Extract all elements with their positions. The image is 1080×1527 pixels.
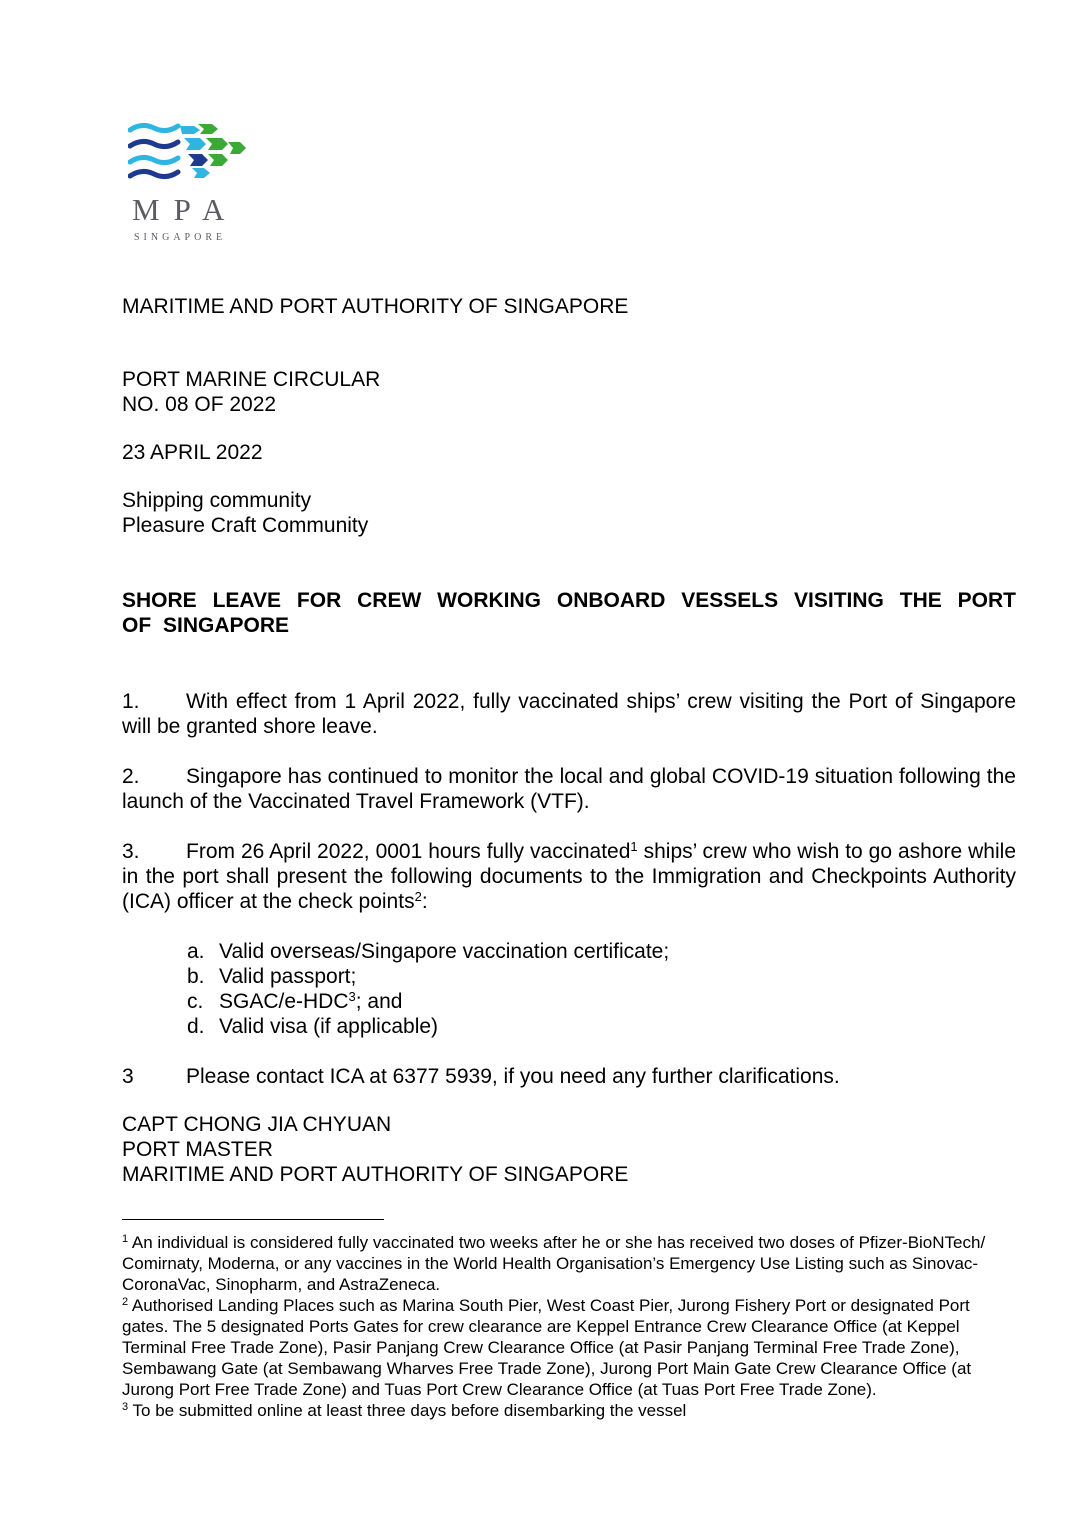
logo-name: MPA [132,192,239,227]
footnote-mark: 2 [122,1296,129,1308]
footnote-mark: 1 [122,1233,129,1245]
footnote-text: An individual is considered fully vaccinated two weeks after he or she has received two doses of Pfizer-BioNTech/ Comirnaty, Moderna, or any vaccines in the World Health Organisation’s Emergency Use Listing such as Sinovac-CoronaVac, Sinopharm, and AstraZeneca. [122,1233,986,1294]
list-text: SGAC/e-HDC [219,990,349,1013]
paragraph-number: 3 [122,1065,134,1088]
footnote-2 [122,1295,1002,1400]
paragraph-4 [122,1064,1016,1089]
paragraph-3 [122,839,1016,914]
list-item [187,989,669,1014]
list-text: Valid overseas/Singapore vaccination certificate; [219,940,670,963]
list-letter: a. [187,940,205,963]
paragraph-number: 3. [122,840,140,863]
footnote-ref-3[interactable]: 3 [348,989,356,1004]
paragraph-text: : [421,890,428,913]
paragraph-number: 2. [122,765,140,788]
paragraph-number: 1. [122,690,140,713]
list-letter: d. [187,1015,205,1038]
mpa-logo [128,120,253,245]
circular-number: NO. 08 OF 2022 [122,393,277,416]
paragraph-text: From 26 April 2022, 0001 hours fully vaccinated [186,840,631,863]
paragraph-text: Singapore has continued to monitor the local and global COVID-19 situation following the launch of the Vaccinated Travel Framework (VTF). [122,765,1016,813]
authority-name: MARITIME AND PORT AUTHORITY OF SINGAPORE [122,295,629,318]
logo-subtitle: SINGAPORE [134,232,227,243]
signatory-organisation: MARITIME AND PORT AUTHORITY OF SINGAPORE [122,1163,629,1186]
list-item [187,939,669,964]
list-text-after: ; and [355,990,403,1013]
paragraph-1 [122,689,1016,739]
circular-date: 23 APRIL 2022 [122,441,263,464]
paragraph-text: ships’ crew who wish to go ashore while in the port shall present the following documents to the Immigration and Checkpoints Authority (ICA) officer at the check points [122,840,1016,913]
footnote-1 [122,1232,1002,1295]
list-text: Valid passport; [219,965,357,988]
signatory-role: PORT MASTER [122,1138,273,1161]
list-item [187,964,669,989]
paragraph-text: With effect from 1 April 2022, fully vaccinated ships’ crew visiting the Port of Singapore will be granted shore leave. [122,690,1016,738]
footnotes [122,1232,1002,1421]
addressee: Pleasure Craft Community [122,514,369,537]
footnote-ref-1[interactable]: 1 [630,839,638,854]
list-letter: b. [187,965,205,988]
footnote-mark: 3 [122,1401,129,1413]
list-item [187,1014,669,1039]
signatory-name: CAPT CHONG JIA CHYUAN [122,1113,392,1136]
footnote-text: To be submitted online at least three days before disembarking the vessel [128,1401,687,1420]
circular-title: SHORE LEAVE FOR CREW WORKING ONBOARD VESSELS VISITING THE PORT OF SINGAPORE [122,589,1016,637]
mpa-wave-emblem-icon [128,120,253,182]
list-letter: c. [187,990,204,1013]
documents-list [187,939,669,1039]
footnote-3 [122,1400,1002,1421]
footnote-text: Authorised Landing Places such as Marina South Pier, West Coast Pier, Jurong Fishery Port or designated Port gates. The 5 designated Ports Gates for crew clearance are Keppel Entrance Crew Clearance Office (at Keppel Terminal Free Trade Zone), Pasir Panjang Crew Clearance Office (at Pasir Panjang Terminal Free Trade Zone), Sembawang Gate (at Sembawang Wharves Free Trade Zone), Jurong Port Main Gate Crew Clearance Office (at Jurong Port Free Trade Zone) and Tuas Port Crew Clearance Office (at Tuas Port Free Trade Zone). [122,1296,972,1399]
footnote-ref-2[interactable]: 2 [414,889,422,904]
addressee: Shipping community [122,489,312,512]
list-text: Valid visa (if applicable) [219,1015,439,1038]
paragraph-2 [122,764,1016,814]
circular-type: PORT MARINE CIRCULAR [122,368,381,391]
paragraph-text: Please contact ICA at 6377 5939, if you need any further clarifications. [186,1065,840,1088]
footnote-divider [122,1219,384,1220]
